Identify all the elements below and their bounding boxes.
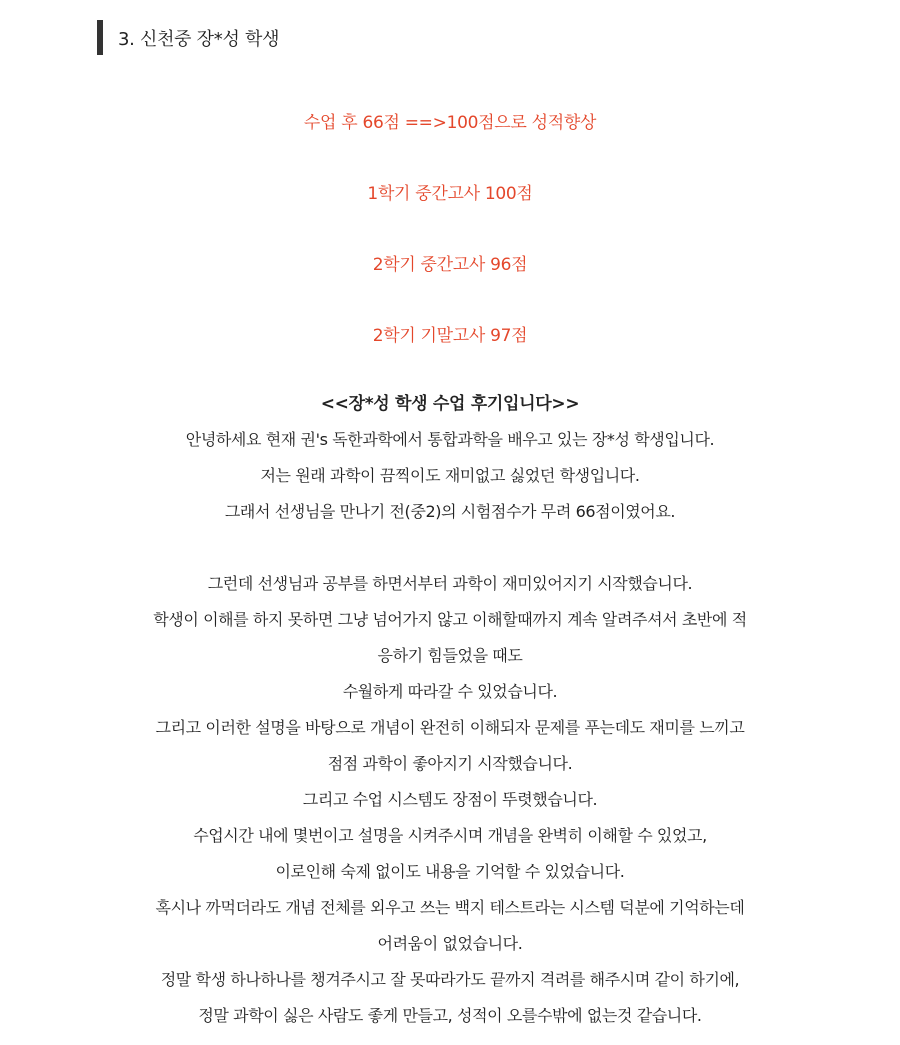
review-section xyxy=(0,386,900,1034)
review-line: 점점 과학이 좋아지기 시작했습니다. xyxy=(327,754,573,773)
header-accent-bar xyxy=(97,20,103,55)
review-title: <<장*성 학생 수업 후기입니다>> xyxy=(320,394,580,414)
review-line: 혹시나 까먹더라도 개념 전체를 외우고 쓰는 백지 테스트라는 시스템 덕분에 기억하는데 xyxy=(155,898,745,917)
review-line: 수업시간 내에 몇번이고 설명을 시켜주시며 개념을 완벽히 이해할 수 있었고, xyxy=(193,826,707,845)
score-highlights xyxy=(0,105,900,389)
review-line: 어려움이 없었습니다. xyxy=(377,934,523,953)
section-header xyxy=(97,20,279,55)
review-line: 정말 학생 하나하나를 챙겨주시고 잘 못따라가도 끝까지 격려를 해주시며 같이 하기에, xyxy=(160,970,740,989)
review-line: 그리고 이러한 설명을 바탕으로 개념이 완전히 이해되자 문제를 푸는데도 재미를 느끼고 xyxy=(155,718,745,737)
review-line: 그런데 선생님과 공부를 하면서부터 과학이 재미있어지기 시작했습니다. xyxy=(207,574,693,593)
review-blank-line xyxy=(0,530,900,566)
review-line: 안녕하세요 현재 권's 독한과학에서 통합과학을 배우고 있는 장*성 학생입니다. xyxy=(185,430,715,449)
highlight-score-line: 1학기 중간고사 100점 xyxy=(367,184,533,204)
review-line: 그리고 수업 시스템도 장점이 뚜렷했습니다. xyxy=(302,790,598,809)
section-title: 3. 신천중 장*성 학생 xyxy=(118,28,280,50)
review-line: 수월하게 따라갈 수 있었습니다. xyxy=(342,682,558,701)
highlight-score-line: 2학기 중간고사 96점 xyxy=(372,255,528,275)
highlight-score-line: 2학기 기말고사 97점 xyxy=(372,326,528,346)
review-line: 학생이 이해를 하지 못하면 그냥 넘어가지 않고 이해할때까지 계속 알려주셔서 초반에 적 xyxy=(153,610,747,629)
review-line: 저는 원래 과학이 끔찍이도 재미없고 싫었던 학생입니다. xyxy=(260,466,640,485)
review-line: 이로인해 숙제 없이도 내용을 기억할 수 있었습니다. xyxy=(275,862,625,881)
review-line: 응하기 힘들었을 때도 xyxy=(377,646,523,665)
highlight-score-improvement: 수업 후 66점 ==>100점으로 성적향상 xyxy=(303,113,597,133)
review-line: 그래서 선생님을 만나기 전(중2)의 시험점수가 무려 66점이였어요. xyxy=(224,502,676,521)
review-line: 정말 과학이 싫은 사람도 좋게 만들고, 성적이 오를수밖에 없는것 같습니다. xyxy=(198,1006,702,1025)
